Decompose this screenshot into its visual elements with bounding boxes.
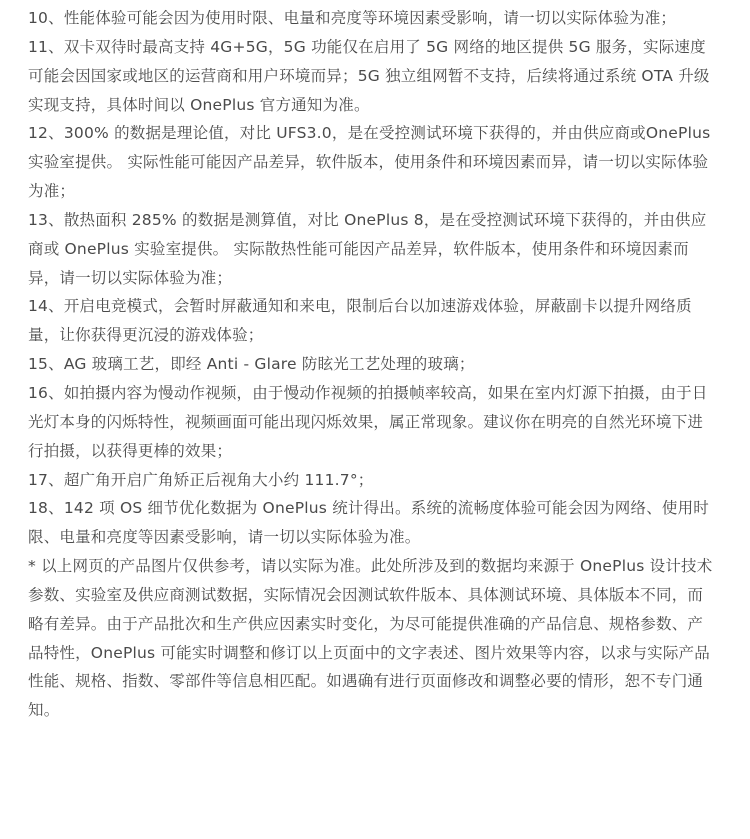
disclaimer: * 以上网页的产品图片仅供参考，请以实际为准。此处所涉及到的数据均来源于 OnePlus 设计技术参数、实验室及供应商测试数据，实际情况会因测试软件版本、具体测试环境、具体版本不同，而略有差异。由于产品批次和生产供应因素实时变化，为尽可能提供准确的产品信息、规格参数、产品特性，OnePlus 可能实时调整和修订以上页面中的文字表述、图片效果等内容，以求与实际产品性能、规格、指数、零部件等信息相匹配。如遇确有进行页面修改和调整必要的情形，恕不专门通知。: [28, 557, 713, 720]
footnote-17: 17、超广角开启广角矫正后视角大小约 111.7°；: [28, 470, 374, 489]
footnote-11: 11、双卡双待时最高支持 4G+5G，5G 功能仅在启用了 5G 网络的地区提供 5G 服务，实际速度可能会因国家或地区的运营商和用户环境而异；5G 独立组网暂不支持，后续将通过系统 OTA 升级实现支持，具体时间以 OnePlus 官方通知为准。: [28, 37, 710, 114]
footnotes-section: [28, 4, 718, 725]
footnote-18: 18、142 项 OS 细节优化数据为 OnePlus 统计得出。系统的流畅度体验可能会因为网络、使用时限、电量和亮度等因素受影响，请一切以实际体验为准。: [28, 499, 709, 547]
footnote-10: 10、性能体验可能会因为使用时限、电量和亮度等环境因素受影响，请一切以实际体验为准；: [28, 9, 677, 27]
footnote-15: 15、AG 玻璃工艺，即经 Anti - Glare 防眩光工艺处理的玻璃；: [28, 355, 475, 374]
footnote-14: 14、开启电竞模式，会暂时屏蔽通知和来电，限制后台以加速游戏体验，屏蔽副卡以提升网络质量，让你获得更沉浸的游戏体验；: [28, 297, 692, 345]
footnote-16: 16、如拍摄内容为慢动作视频，由于慢动作视频的拍摄帧率较高，如果在室内灯源下拍摄，由于日光灯本身的闪烁特性，视频画面可能出现闪烁效果，属正常现象。建议你在明亮的自然光环境下进行拍摄，以获得更棒的效果；: [28, 383, 708, 460]
footnote-12: 12、300% 的数据是理论值，对比 UFS3.0，是在受控测试环境下获得的，并由供应商或OnePlus 实验室提供。 实际性能可能因产品差异，软件版本，使用条件和环境因素而异，请一切以实际体验为准；: [28, 124, 711, 201]
footnote-13: 13、散热面积 285% 的数据是测算值，对比 OnePlus 8，是在受控测试环境下获得的，并由供应商或 OnePlus 实验室提供。 实际散热性能可能因产品差异，软件版本，使用条件和环境因素而异，请一切以实际体验为准；: [28, 210, 707, 287]
